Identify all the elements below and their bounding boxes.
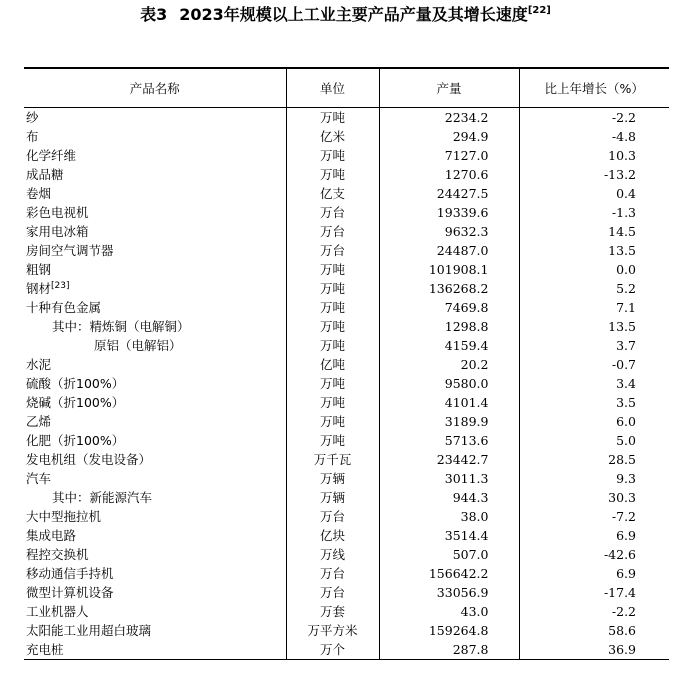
product-name: 烧碱（折100%） (26, 394, 125, 410)
unit-cell: 万辆 (286, 488, 379, 507)
output-cell: 2234.2 (379, 107, 519, 127)
table-row (24, 222, 669, 241)
product-name: 化肥（折100%） (26, 432, 125, 448)
table-header-row (24, 68, 669, 107)
growth-cell: 3.4 (519, 374, 669, 393)
unit-cell: 万吨 (286, 165, 379, 184)
unit-cell: 万吨 (286, 336, 379, 355)
product-name-cell (24, 564, 286, 583)
table-row (24, 146, 669, 165)
unit-cell: 万台 (286, 222, 379, 241)
growth-cell: -42.6 (519, 545, 669, 564)
unit-cell: 万台 (286, 241, 379, 260)
unit-cell: 万吨 (286, 393, 379, 412)
output-cell: 3514.4 (379, 526, 519, 545)
output-cell: 9632.3 (379, 222, 519, 241)
table-row (24, 298, 669, 317)
product-name: 家用电冰箱 (26, 223, 89, 239)
product-name-cell (24, 317, 286, 336)
table-row (24, 640, 669, 660)
table-row (24, 203, 669, 222)
output-cell: 33056.9 (379, 583, 519, 602)
output-cell: 7469.8 (379, 298, 519, 317)
product-name-cell (24, 184, 286, 203)
product-name: 其中：新能源汽车 (52, 489, 153, 505)
product-name: 钢材 (26, 280, 52, 296)
unit-cell: 亿支 (286, 184, 379, 203)
growth-cell: -13.2 (519, 165, 669, 184)
growth-cell: 3.5 (519, 393, 669, 412)
unit-cell: 万吨 (286, 279, 379, 298)
product-name: 太阳能工业用超白玻璃 (26, 622, 152, 638)
output-cell: 3011.3 (379, 469, 519, 488)
product-name: 微型计算机设备 (26, 584, 114, 600)
product-name-cell (24, 393, 286, 412)
output-cell: 19339.6 (379, 203, 519, 222)
product-name-cell (24, 621, 286, 640)
growth-cell: 36.9 (519, 640, 669, 660)
unit-cell: 万吨 (286, 298, 379, 317)
table-row (24, 279, 669, 298)
unit-cell: 万吨 (286, 260, 379, 279)
table-body (24, 107, 669, 659)
output-cell: 3189.9 (379, 412, 519, 431)
output-cell: 24427.5 (379, 184, 519, 203)
unit-cell: 万台 (286, 203, 379, 222)
growth-cell: 6.9 (519, 564, 669, 583)
product-name-cell (24, 355, 286, 374)
unit-cell: 万吨 (286, 374, 379, 393)
growth-cell: 5.0 (519, 431, 669, 450)
output-cell: 20.2 (379, 355, 519, 374)
product-name: 乙烯 (26, 413, 52, 429)
table-row (24, 336, 669, 355)
table-row (24, 488, 669, 507)
product-name: 粗钢 (26, 261, 52, 277)
table-row (24, 241, 669, 260)
table-row (24, 469, 669, 488)
growth-cell: -4.8 (519, 127, 669, 146)
product-name-cell (24, 431, 286, 450)
table-row (24, 412, 669, 431)
table-row (24, 393, 669, 412)
product-name: 集成电路 (26, 527, 77, 543)
product-name-cell (24, 526, 286, 545)
output-cell: 944.3 (379, 488, 519, 507)
growth-cell: 14.5 (519, 222, 669, 241)
growth-cell: 3.7 (519, 336, 669, 355)
product-name: 充电桩 (26, 641, 64, 657)
output-cell: 101908.1 (379, 260, 519, 279)
output-cell: 159264.8 (379, 621, 519, 640)
growth-cell: -0.7 (519, 355, 669, 374)
unit-cell: 万吨 (286, 412, 379, 431)
table-row (24, 621, 669, 640)
product-name: 大中型拖拉机 (26, 508, 102, 524)
unit-cell: 万台 (286, 564, 379, 583)
unit-cell: 万吨 (286, 146, 379, 165)
product-name-cell (24, 374, 286, 393)
product-name-cell (24, 165, 286, 184)
table-row (24, 526, 669, 545)
output-cell: 287.8 (379, 640, 519, 660)
product-name-cell (24, 260, 286, 279)
growth-cell: 0.0 (519, 260, 669, 279)
table-row (24, 107, 669, 127)
output-cell: 4101.4 (379, 393, 519, 412)
output-cell: 38.0 (379, 507, 519, 526)
table-row (24, 355, 669, 374)
product-name: 十种有色金属 (26, 299, 102, 315)
product-name-cell (24, 412, 286, 431)
table-row (24, 374, 669, 393)
table-row (24, 545, 669, 564)
growth-cell: 30.3 (519, 488, 669, 507)
unit-cell: 万线 (286, 545, 379, 564)
growth-cell: 6.0 (519, 412, 669, 431)
table-row (24, 431, 669, 450)
growth-cell: 28.5 (519, 450, 669, 469)
growth-cell: -2.2 (519, 602, 669, 621)
output-cell: 24487.0 (379, 241, 519, 260)
product-name-cell (24, 241, 286, 260)
growth-cell: -1.3 (519, 203, 669, 222)
output-cell: 7127.0 (379, 146, 519, 165)
product-name-cell (24, 583, 286, 602)
table-row (24, 317, 669, 336)
growth-cell: 0.4 (519, 184, 669, 203)
product-name: 程控交换机 (26, 546, 89, 562)
unit-cell: 万台 (286, 583, 379, 602)
product-name: 卷烟 (26, 185, 52, 201)
unit-cell: 万千瓦 (286, 450, 379, 469)
table-row (24, 564, 669, 583)
unit-cell: 万吨 (286, 431, 379, 450)
unit-cell: 万吨 (286, 107, 379, 127)
growth-cell: 9.3 (519, 469, 669, 488)
growth-cell: 6.9 (519, 526, 669, 545)
unit-cell: 万台 (286, 507, 379, 526)
product-name: 房间空气调节器 (26, 242, 114, 258)
growth-cell: 7.1 (519, 298, 669, 317)
output-cell: 507.0 (379, 545, 519, 564)
growth-cell: -7.2 (519, 507, 669, 526)
product-name: 其中：精炼铜（电解铜） (52, 318, 190, 334)
product-name-cell (24, 146, 286, 165)
growth-cell: 58.6 (519, 621, 669, 640)
product-name-cell (24, 507, 286, 526)
product-name-cell (24, 545, 286, 564)
product-output-table (24, 67, 669, 660)
output-cell: 1298.8 (379, 317, 519, 336)
product-name-cell (24, 298, 286, 317)
header-output: 产量 (379, 68, 519, 107)
product-name: 移动通信手持机 (26, 565, 114, 581)
product-name: 汽车 (26, 470, 52, 486)
growth-cell: 10.3 (519, 146, 669, 165)
table-title-text: 2023年规模以上工业主要产品产量及其增长速度 (179, 5, 528, 24)
product-name-cell (24, 203, 286, 222)
product-name: 硫酸（折100%） (26, 375, 125, 391)
growth-cell: -2.2 (519, 107, 669, 127)
output-cell: 23442.7 (379, 450, 519, 469)
product-name: 原铝（电解铝） (94, 337, 182, 353)
title-footnote-ref: [22] (527, 5, 551, 16)
unit-cell: 亿吨 (286, 355, 379, 374)
output-cell: 156642.2 (379, 564, 519, 583)
unit-cell: 万吨 (286, 317, 379, 336)
product-name-cell (24, 469, 286, 488)
output-cell: 4159.4 (379, 336, 519, 355)
table-row (24, 583, 669, 602)
product-name-cell (24, 450, 286, 469)
header-growth: 比上年增长（%） (519, 68, 669, 107)
unit-cell: 万辆 (286, 469, 379, 488)
unit-cell: 万套 (286, 602, 379, 621)
unit-cell: 万个 (286, 640, 379, 660)
product-name: 水泥 (26, 356, 52, 372)
table-row (24, 507, 669, 526)
unit-cell: 亿米 (286, 127, 379, 146)
product-name: 发电机组（发电设备） (26, 451, 152, 467)
table-row (24, 450, 669, 469)
product-name-cell (24, 336, 286, 355)
table-row (24, 184, 669, 203)
product-name-cell (24, 107, 286, 127)
output-cell: 1270.6 (379, 165, 519, 184)
header-unit: 单位 (286, 68, 379, 107)
product-name-cell (24, 488, 286, 507)
output-cell: 9580.0 (379, 374, 519, 393)
product-name: 化学纤维 (26, 147, 77, 163)
product-name: 成品糖 (26, 166, 64, 182)
output-cell: 136268.2 (379, 279, 519, 298)
product-name-cell (24, 279, 286, 298)
header-product-name: 产品名称 (24, 68, 286, 107)
footnote-ref: [23] (51, 280, 70, 291)
table-row (24, 260, 669, 279)
product-name: 彩色电视机 (26, 204, 89, 220)
output-cell: 5713.6 (379, 431, 519, 450)
product-name-cell (24, 222, 286, 241)
product-name: 纱 (26, 109, 39, 125)
growth-cell: -17.4 (519, 583, 669, 602)
table-number: 表3 (140, 5, 168, 24)
output-cell: 294.9 (379, 127, 519, 146)
unit-cell: 亿块 (286, 526, 379, 545)
table-row (24, 127, 669, 146)
product-name: 布 (26, 128, 39, 144)
product-name-cell (24, 127, 286, 146)
table-row (24, 165, 669, 184)
unit-cell: 万平方米 (286, 621, 379, 640)
product-name-cell (24, 640, 286, 660)
product-name-cell (24, 602, 286, 621)
table-row (24, 602, 669, 621)
table-title (0, 4, 691, 26)
product-name: 工业机器人 (26, 603, 89, 619)
growth-cell: 5.2 (519, 279, 669, 298)
growth-cell: 13.5 (519, 317, 669, 336)
output-cell: 43.0 (379, 602, 519, 621)
growth-cell: 13.5 (519, 241, 669, 260)
